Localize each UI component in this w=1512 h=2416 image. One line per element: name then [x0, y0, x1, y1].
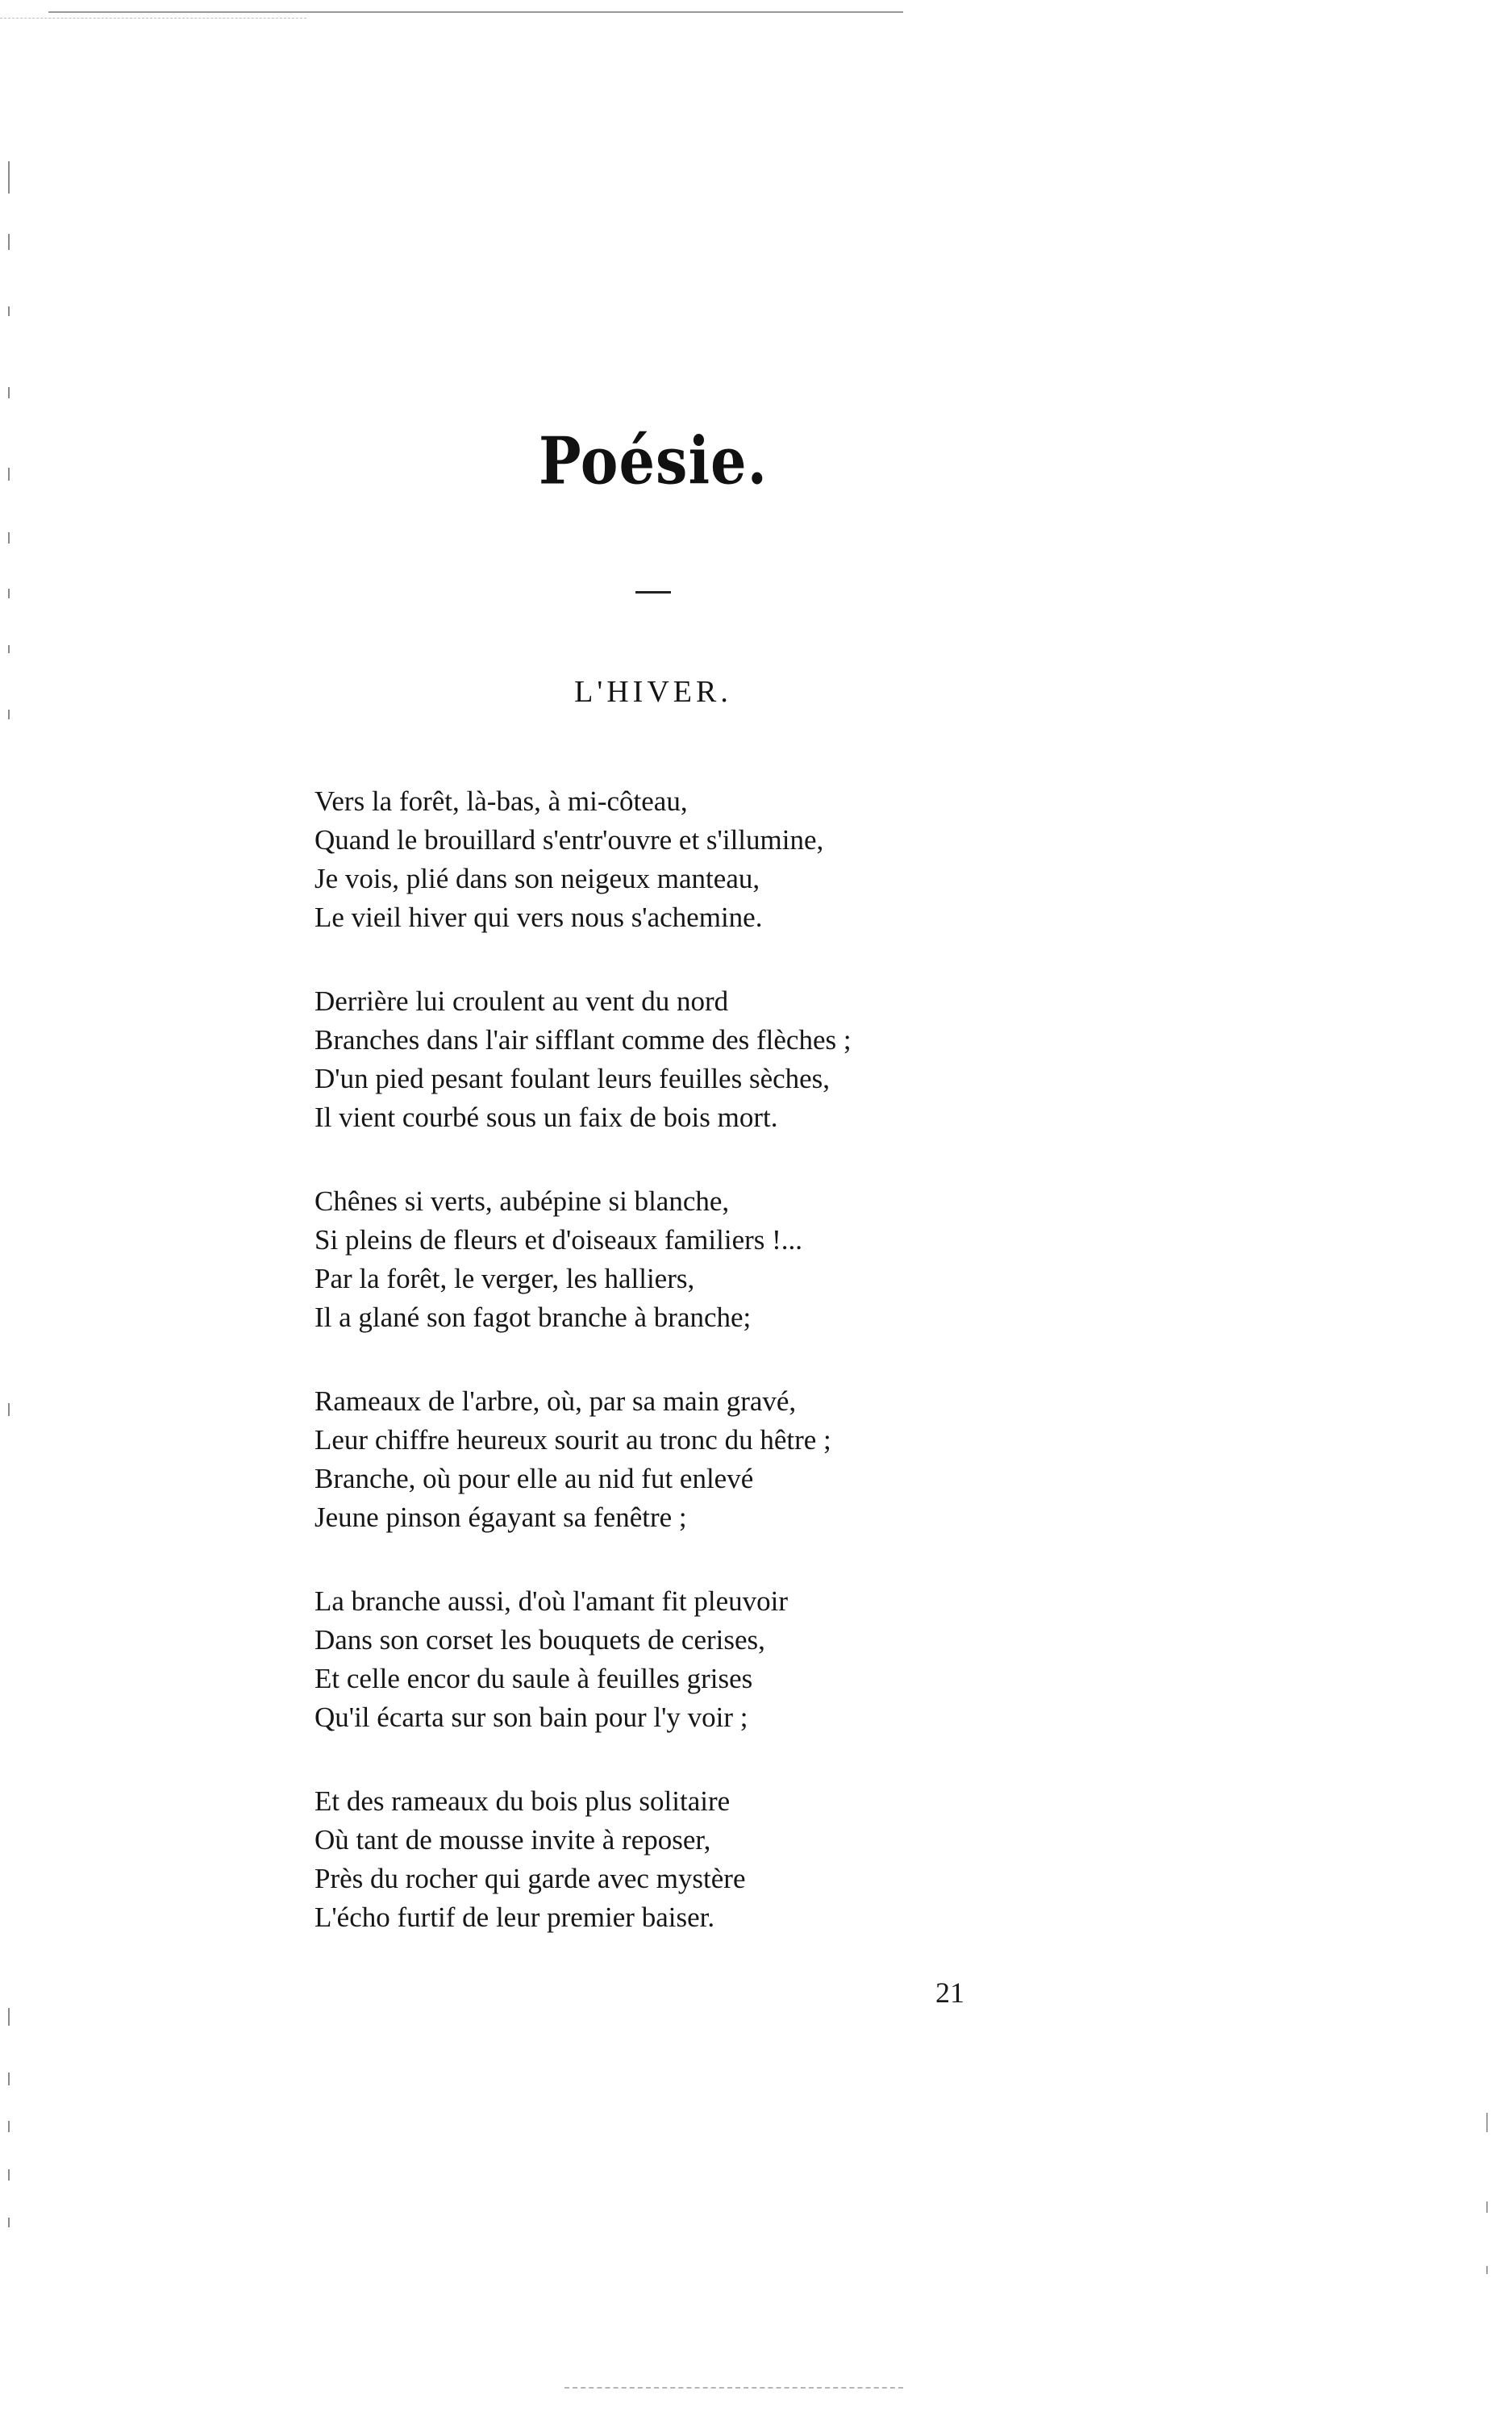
poem-line: Leur chiffre heureux sourit au tronc du hêtre ;	[314, 1424, 831, 1456]
poem-line: Vers la forêt, là-bas, à mi-côteau,	[314, 785, 688, 817]
poem-body	[314, 782, 1040, 1982]
poem-line: D'un pied pesant foulant leurs feuilles sèches,	[314, 1063, 831, 1094]
scan-edge-line	[48, 11, 903, 13]
stanza	[314, 1782, 1040, 1937]
poem-line: Qu'il écarta sur son bain pour l'y voir ;	[314, 1702, 748, 1733]
scan-edge-line-bottom	[564, 2387, 903, 2389]
stanza	[314, 1382, 1040, 1537]
stanza	[314, 782, 1040, 937]
poem-line: Je vois, plié dans son neigeux manteau,	[314, 863, 760, 894]
page-number: 21	[935, 1977, 964, 2009]
poem-line: Par la forêt, le verger, les halliers,	[314, 1263, 695, 1294]
title-divider	[635, 591, 671, 594]
poem-line: Rameaux de l'arbre, où, par sa main gravé,	[314, 1385, 797, 1417]
poem-line: L'écho furtif de leur premier baiser.	[314, 1902, 715, 1933]
poem-line: Et des rameaux du bois plus solitaire	[314, 1785, 731, 1817]
poem-line: Quand le brouillard s'entr'ouvre et s'illumine,	[314, 824, 824, 856]
poem-title: L'HIVER.	[574, 675, 732, 709]
poem-line: Dans son corset les bouquets de cerises,	[314, 1624, 765, 1656]
stanza	[314, 1182, 1040, 1337]
poem-line: Près du rocher qui garde avec mystère	[314, 1863, 746, 1894]
poem-line: Chênes si verts, aubépine si blanche,	[314, 1185, 730, 1217]
left-margin-marks	[8, 161, 13, 2258]
poem-line: Si pleins de fleurs et d'oiseaux familiers !...	[314, 1224, 803, 1256]
scan-edge-line-faint	[0, 18, 306, 19]
poem-line: Branche, où pour elle au nid fut enlevé	[314, 1463, 754, 1494]
poem-line: Derrière lui croulent au vent du nord	[314, 985, 729, 1017]
section-title: Poésie.	[539, 422, 768, 500]
poem-line: Et celle encor du saule à feuilles grises	[314, 1663, 753, 1694]
poem-line: Il a glané son fagot branche à branche;	[314, 1302, 752, 1333]
stanza	[314, 982, 1040, 1137]
poem-line: Il vient courbé sous un faix de bois mort.	[314, 1102, 778, 1133]
poem-line: La branche aussi, d'où l'amant fit pleuvoir	[314, 1585, 789, 1617]
stanza	[314, 1582, 1040, 1737]
poem-line: Le vieil hiver qui vers nous s'achemine.	[314, 902, 763, 933]
poem-line: Jeune pinson égayant sa fenêtre ;	[314, 1502, 687, 1533]
poem-line: Branches dans l'air sifflant comme des flèches ;	[314, 1024, 852, 1056]
poem-line: Où tant de mousse invite à reposer,	[314, 1824, 711, 1856]
right-margin-marks	[1486, 2113, 1489, 2290]
